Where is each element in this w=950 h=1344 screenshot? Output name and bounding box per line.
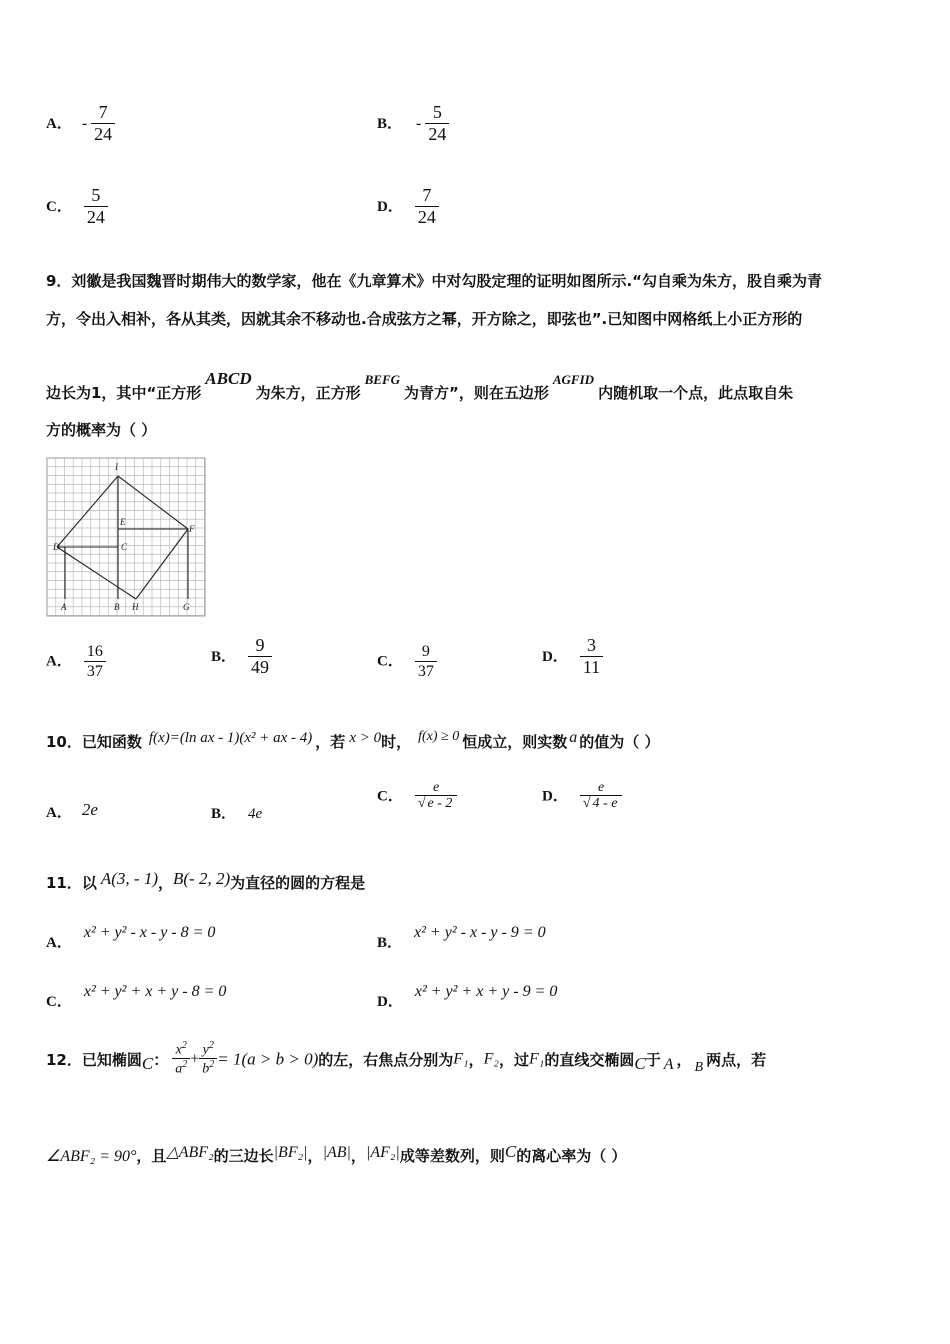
segment-hf [136, 529, 188, 599]
condition: x > 0 [349, 730, 382, 746]
label-d: D [53, 542, 60, 552]
minus-sign: - [81, 115, 88, 133]
fraction: $\frac{3}{11}$ [580, 636, 603, 678]
option-label: A． [46, 115, 72, 132]
option-label: B． [377, 115, 403, 132]
fraction: $\frac{e}{√ 4 - e}$ [580, 780, 623, 813]
segment-dh [57, 547, 136, 599]
q12-line1: 12．已知椭圆C： $\frac{x^2}{a^2}$ + $\frac{y^2}{b^2}$ = 1(a > b > 0)的左，右焦点分别为F₁，F₂，过F₁的直线交椭圆C于 A ， B 两点，若 [46, 1040, 767, 1077]
fraction: $\frac{7}{24}$ [91, 103, 115, 145]
fraction: $\frac{16}{37}$ [84, 643, 106, 681]
pentagon-agfid: AGFID [552, 372, 595, 387]
label-h: H [132, 602, 139, 612]
q9-option-a[interactable]: A． $\frac{16}{37}$ [46, 643, 106, 681]
q10-option-b[interactable]: B． 4e [211, 806, 263, 822]
q8-option-c[interactable] [46, 186, 108, 228]
q9-line1: 9．刘徽是我国魏晋时期伟大的数学家，他在《九章算术》中对勾股定理的证明如图所示.“勾自乘为朱方，股自乘为青 [46, 272, 822, 290]
q11-option-b[interactable]: B． x² + y² - x - y - 9 = 0 [377, 924, 546, 951]
q11-option-a[interactable]: A． x² + y² - x - y - 8 = 0 [46, 924, 216, 951]
label-c: C [121, 542, 128, 552]
label-a: A [61, 602, 67, 612]
pythagoras-grid-figure [46, 457, 206, 617]
label-e: E [120, 517, 126, 527]
q12-line2: ∠ABF₂ = 90°，且△ABF₂的三边长|BF₂|，|AB|，|AF₂|成等差数列，则C的离心率为（ ） [46, 1142, 627, 1165]
q10-option-d[interactable]: D． $\frac{e}{√ 4 - e}$ [542, 780, 622, 813]
label-g: G [183, 602, 190, 612]
square-befg: BEFG [364, 372, 401, 387]
label-b: B [114, 602, 120, 612]
q10-stem: 10．已知函数 f(x)=(ln ax - 1)(x² + ax - 4) ，若 x > 0时， f(x) ≥ 0 恒成立，则实数 a 的值为（ ） [46, 729, 660, 751]
function-expression: f(x)=(ln ax - 1)(x² + ax - 4) [148, 730, 313, 746]
q8-option-b[interactable] [377, 103, 449, 145]
label-f: F [189, 524, 195, 534]
square-abcd: ABCD [205, 369, 252, 388]
label-i: I [115, 462, 118, 472]
ellipse-condition: = 1(a > b > 0) [217, 1049, 319, 1069]
point-b: B(- 2, 2) [173, 869, 231, 888]
fraction-x2-a2: $\frac{x^2}{a^2}$ [172, 1040, 190, 1079]
fraction: $\frac{5}{24}$ [425, 103, 449, 145]
q11-option-d[interactable]: D． x² + y² + x + y - 9 = 0 [377, 983, 558, 1010]
option-label: C． [46, 198, 72, 215]
segment-di [57, 476, 118, 547]
triangle: △ABF₂ [166, 1144, 214, 1161]
minus-sign: - [416, 115, 422, 133]
q9-option-c[interactable]: C． $\frac{9}{37}$ [377, 643, 437, 681]
q10-option-a[interactable]: A． 2e [46, 800, 98, 821]
q9-option-d[interactable]: D． $\frac{3}{11}$ [542, 636, 603, 678]
angle-expression: ∠ABF₂ = 90° [46, 1148, 137, 1165]
q9-line3: 边长为1，其中“正方形ABCD为朱方，正方形BEFG为青方”，则在五边形AGFID内随机取一个点，此点取自朱 [46, 369, 794, 402]
q9-line2: 方，令出入相补，各从其类，因就其余不移动也.合成弦方之幂，开方除之，即弦也”.已知图中网格纸上小正方形的 [46, 310, 803, 328]
fraction: $\frac{9}{37}$ [415, 643, 437, 681]
q11-stem: 11．以 A(3, - 1)，B(- 2, 2)为直径的圆的方程是 [46, 869, 366, 892]
q10-option-c[interactable]: C． $\frac{e}{√ e - 2}$ [377, 780, 457, 813]
fraction: $\frac{7}{24}$ [415, 186, 439, 228]
inequality: f(x) ≥ 0 [418, 729, 460, 744]
fraction: $\frac{e}{√ e - 2}$ [415, 780, 458, 813]
q11-option-c[interactable]: C． x² + y² + x + y - 8 = 0 [46, 983, 227, 1010]
fraction: $\frac{5}{24}$ [84, 186, 108, 228]
q8-option-a[interactable] [46, 103, 115, 145]
fraction: $\frac{9}{49}$ [248, 636, 272, 678]
fraction-y2-b2: $\frac{y^2}{b^2}$ [199, 1040, 217, 1079]
option-label: D． [377, 198, 403, 215]
q9-option-b[interactable]: B． $\frac{9}{49}$ [211, 636, 272, 678]
q9-line4: 方的概率为（ ） [46, 421, 157, 439]
q8-option-d[interactable] [377, 186, 439, 228]
point-a: A(3, - 1) [100, 869, 158, 888]
